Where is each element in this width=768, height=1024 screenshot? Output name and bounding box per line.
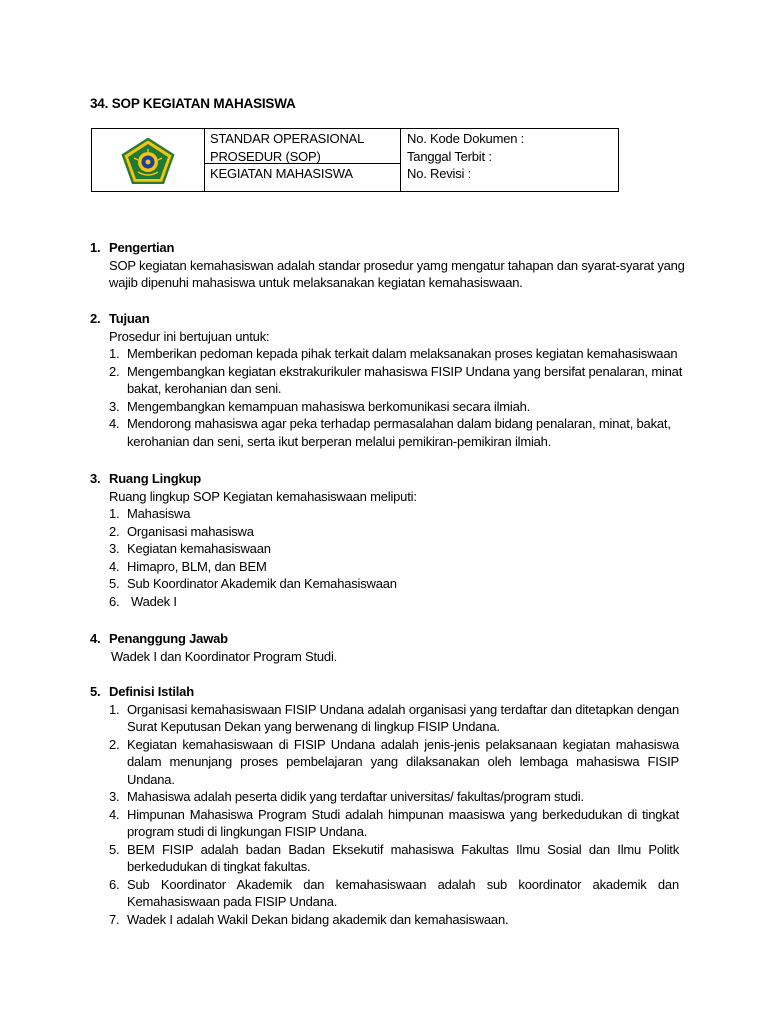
section-title: Definisi Istilah [109, 684, 194, 699]
list-item: 4. Mendorong mahasiswa agar peka terhadap permasalahan dalam bidang penalaran, minat, bakat, kerohanian dan seni, serta ikut berperan melalui pemikiran-pemikiran ilmiah. [109, 416, 671, 449]
section-intro: Prosedur ini bertujuan untuk: [109, 328, 270, 344]
section-penanggung-jawab [90, 630, 690, 665]
list-item: 5. BEM FISIP adalah badan Badan Eksekutif mahasiswa Fakultas Ilmu Sosial dan Ilmu Politk berkedudukan di tingkat fakultas. [109, 841, 679, 874]
list-item: 1. Organisasi kemahasiswaan FISIP Undana adalah organisasi yang terdaftar dan ditetapkan dengan Surat Keputusan Dekan yang berwenang di lingkup FISIP Undana. [109, 701, 679, 734]
list-item: 3. Mengembangkan kemampuan mahasiswa berkomunikasi secara ilmiah. [109, 398, 531, 414]
sop-header-table [91, 128, 619, 192]
section-title: Ruang Lingkup [109, 471, 201, 486]
sop-label: STANDAR OPERASIONAL PROSEDUR (SOP) [205, 129, 400, 164]
tujuan-list [109, 345, 690, 450]
section-text: Wadek I dan Koordinator Program Studi. [111, 648, 338, 664]
list-item: 6. Sub Koordinator Akademik dan kemahasiswaan adalah sub koordinator akademik dan Kemahasiswaan pada FISIP Undana. [109, 876, 679, 909]
logo-cell [92, 129, 205, 192]
university-seal-icon [121, 138, 175, 184]
section-tujuan [90, 310, 690, 450]
section-title: Pengertian [109, 240, 175, 255]
list-item: 6. Wadek I [109, 593, 177, 609]
section-intro: Ruang lingkup SOP Kegiatan kemahasiswaan meliputi: [109, 488, 417, 504]
section-heading [90, 470, 690, 488]
list-item: 2. Mengembangkan kegiatan ekstrakurikuler mahasiswa FISIP Undana yang bersifat penalaran, minat bakat, kerohanian dan seni. [109, 363, 683, 396]
section-pengertian [90, 239, 690, 292]
section-text: SOP kegiatan kemahasiswan adalah standar prosedur yamg mengatur tahapan dan syarat-syarat yang wajib dipenuhi mahasiswa untuk melaksanakan kegiatan kemahasiswaan. [109, 257, 685, 290]
list-item: 7. Wadek I adalah Wakil Dekan bidang akademik dan kemahasiswaan. [109, 911, 509, 927]
kode-dokumen-label: No. Kode Dokumen : [407, 131, 525, 146]
list-item: 4. Himpunan Mahasiswa Program Studi adalah himpunan maasiswa yang berkedudukan di tingkat program studi di lingkungan FISIP Undana. [109, 806, 679, 839]
section-number: 1. [90, 240, 101, 255]
section-number: 5. [90, 684, 101, 699]
section-heading [90, 683, 690, 701]
list-item: 3. Kegiatan kemahasiswaan [109, 541, 271, 556]
section-number: 3. [90, 471, 101, 486]
ruang-lingkup-list [109, 505, 690, 610]
list-item: 1. Memberikan pedoman kepada pihak terkait dalam melaksanakan proses kegiatan kemahasiswaan [109, 346, 678, 361]
section-heading [90, 239, 690, 257]
list-item: 4. Himapro, BLM, dan BEM [109, 558, 267, 574]
section-definisi-istilah [90, 683, 690, 928]
activity-label: KEGIATAN MAHASISWA [210, 166, 353, 181]
definisi-list [109, 701, 679, 929]
section-title: Penanggung Jawab [109, 631, 228, 646]
section-number: 4. [90, 631, 101, 646]
document-title: 34. SOP KEGIATAN MAHASISWA [90, 96, 296, 111]
list-item: 2. Kegiatan kemahasiswaan di FISIP Undana adalah jenis-jenis pelaksanaan kegiatan mahasiswa dalam menunjang proses pembelajaran yang dilaksanakan oleh lembaga mahasiswa FISIP Undana. [109, 736, 679, 787]
section-heading [90, 630, 690, 648]
section-heading [90, 310, 690, 328]
no-revisi-label: No. Revisi : [407, 166, 472, 181]
sop-info-cell [205, 129, 401, 192]
section-ruang-lingkup [90, 470, 690, 610]
section-number: 2. [90, 311, 101, 326]
list-item: 5. Sub Koordinator Akademik dan Kemahasiswaan [109, 576, 397, 591]
section-title: Tujuan [109, 311, 150, 326]
list-item: 2. Organisasi mahasiswa [109, 523, 254, 539]
document-meta-cell [401, 129, 619, 192]
list-item: 3. Mahasiswa adalah peserta didik yang terdaftar universitas/ fakultas/program studi. [109, 789, 584, 804]
tanggal-terbit-label: Tanggal Terbit : [407, 148, 492, 164]
list-item: 1. Mahasiswa [109, 506, 191, 521]
